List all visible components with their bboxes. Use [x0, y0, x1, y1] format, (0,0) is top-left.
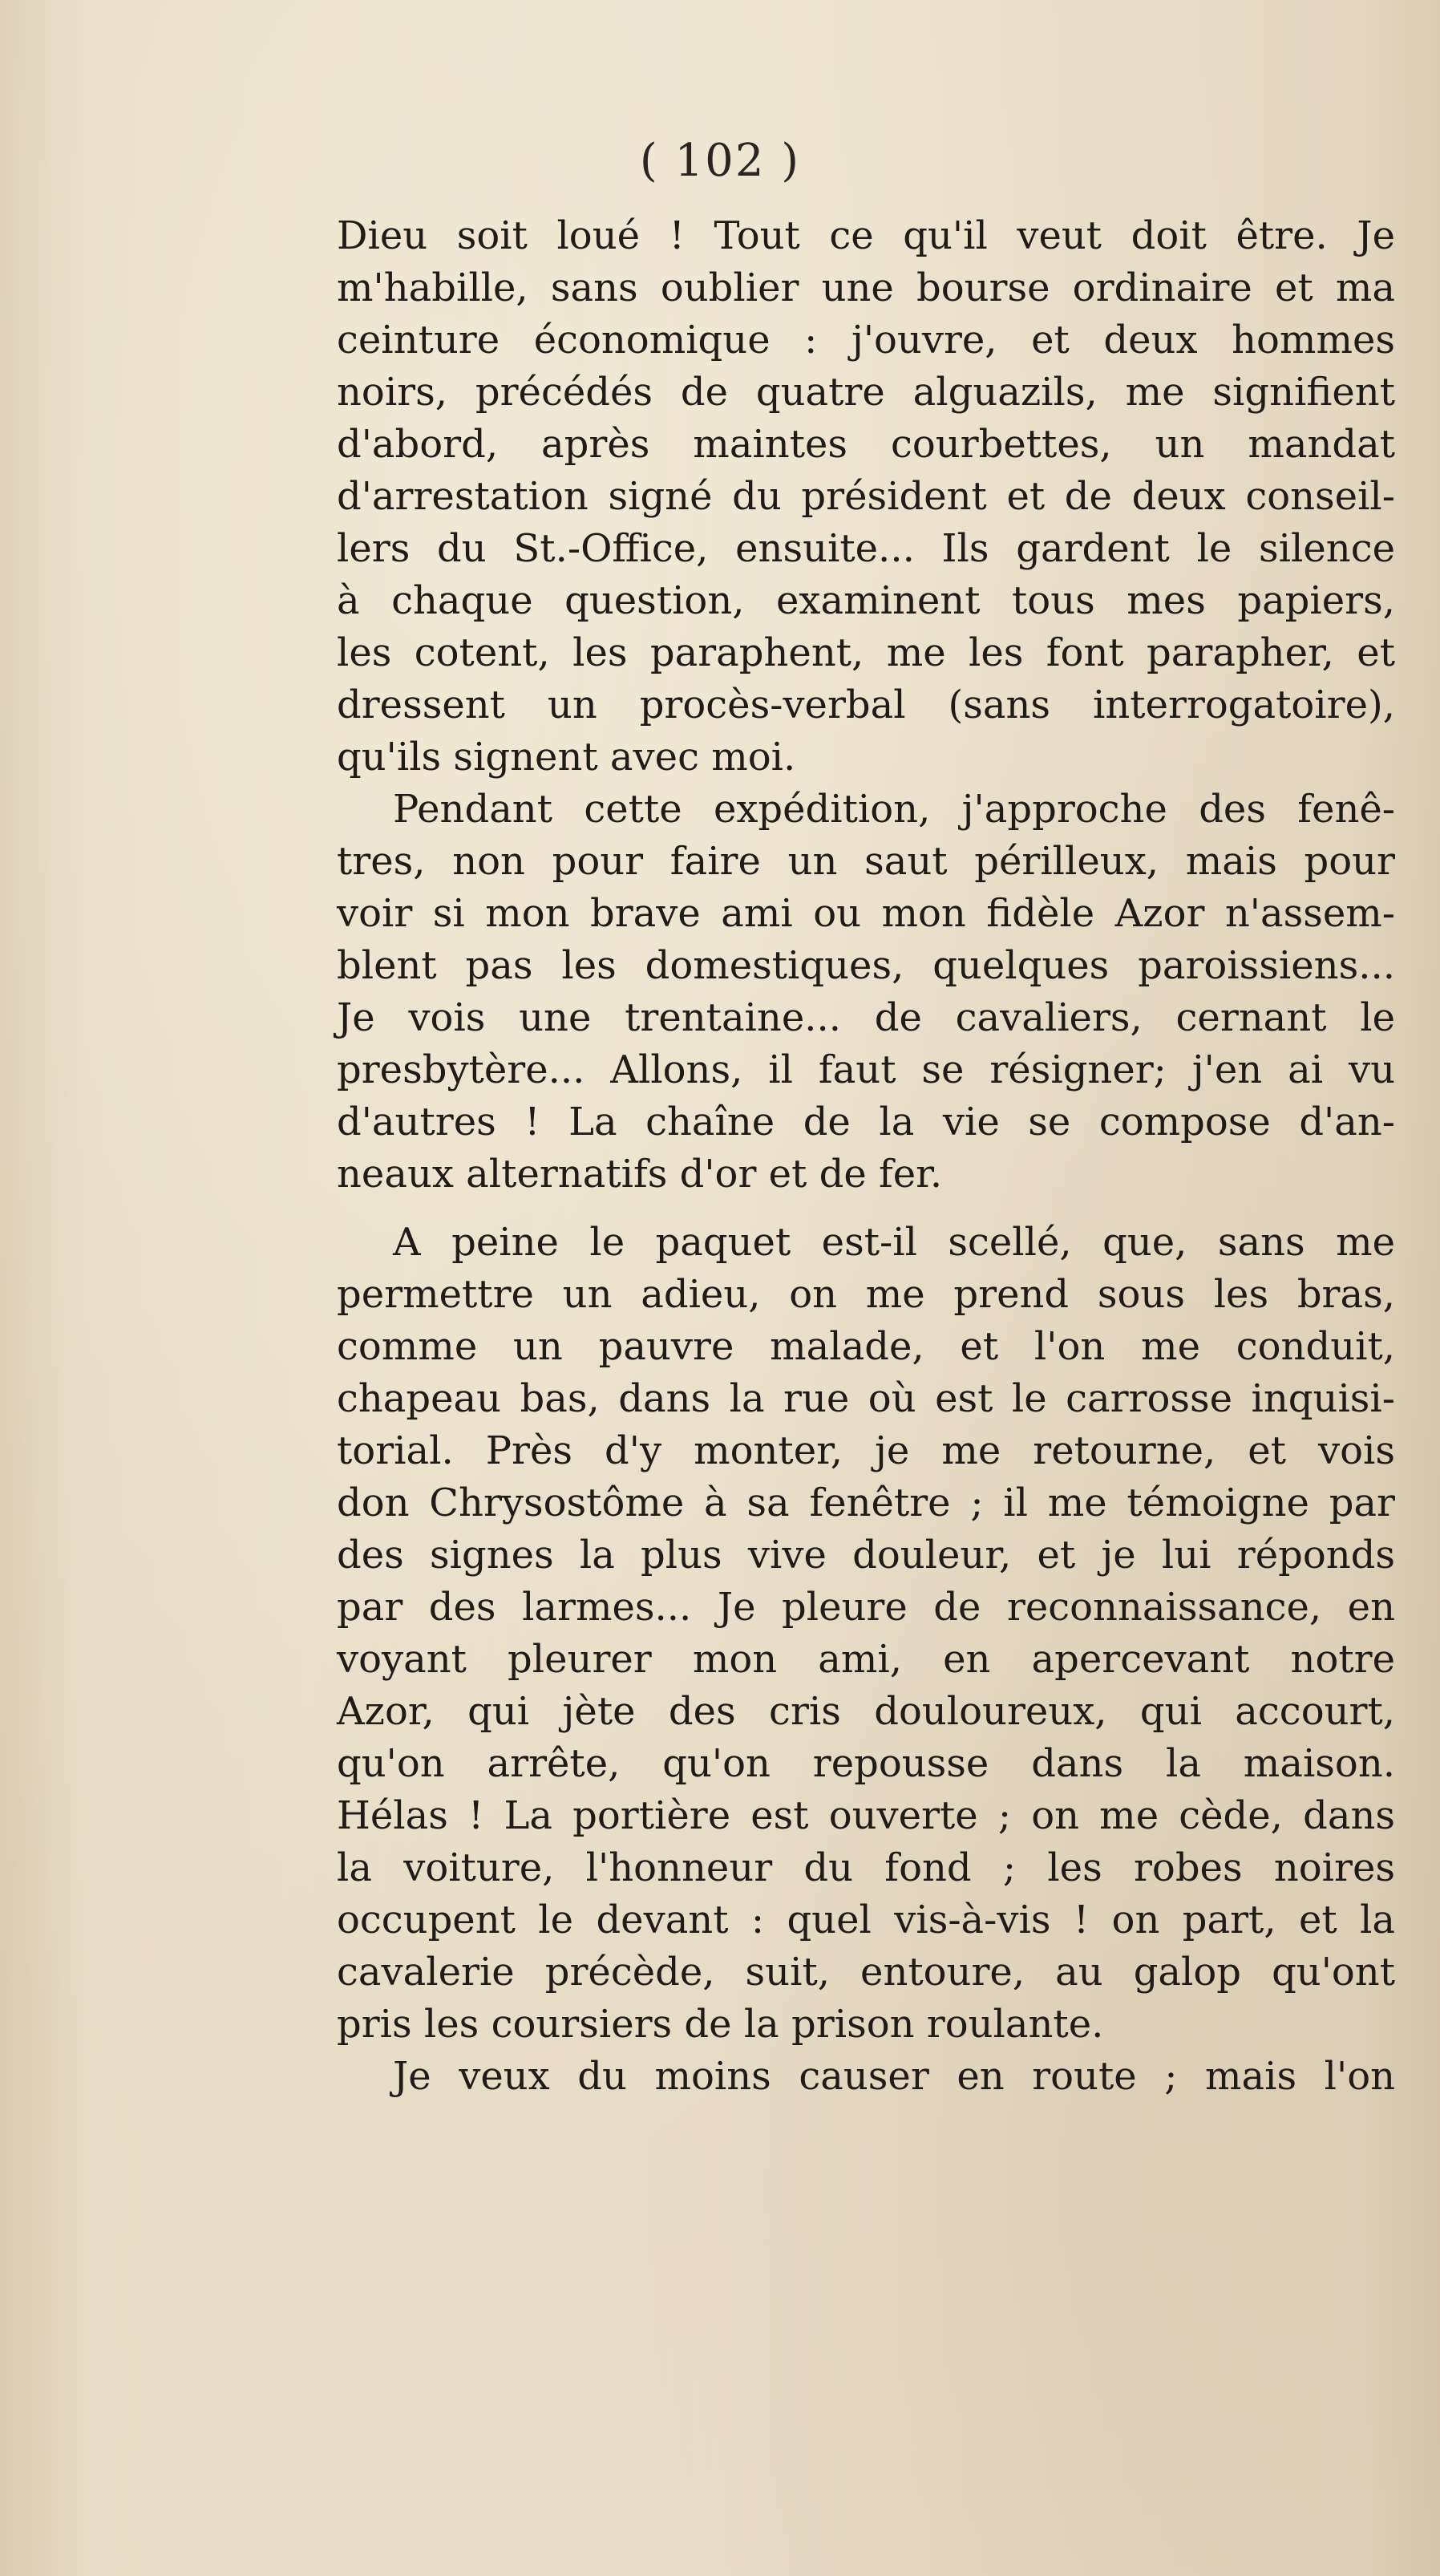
text-line: d'autres ! La chaîne de la vie se compose d'an- [337, 1100, 1395, 1144]
text-line: noirs, précédés de quatre alguazils, me signifient [337, 370, 1395, 415]
text-line: les cotent, les paraphent, me les font parapher, et [337, 630, 1395, 675]
text-line: d'abord, après maintes courbettes, un mandat [337, 422, 1395, 467]
text-line: torial. Près d'y monter, je me retourne, et vois [337, 1428, 1395, 1473]
text-line: A peine le paquet est-il scellé, que, sans me [393, 1220, 1395, 1265]
text-line: presbytère... Allons, il faut se résigner; j'en ai vu [337, 1047, 1395, 1092]
paragraph-3 [337, 1217, 1395, 2051]
text-line: par des larmes... Je pleure de reconnaissance, en [337, 1585, 1395, 1630]
text-line: pris les coursiers de la prison roulante. [337, 2002, 1104, 2047]
text-line: blent pas les domestiques, quelques paroissiens... [337, 943, 1395, 988]
paragraph-4 [337, 2051, 1395, 2103]
text-line: qu'ils signent avec moi. [337, 735, 796, 780]
text-line: tres, non pour faire un saut périlleux, mais pour [337, 839, 1395, 884]
text-line: d'arrestation signé du président et de deux conseil- [337, 474, 1395, 519]
text-line: permettre un adieu, on me prend sous les bras, [337, 1272, 1395, 1317]
text-line: chapeau bas, dans la rue où est le carrosse inquisi- [337, 1376, 1395, 1421]
text-line: voir si mon brave ami ou mon fidèle Azor n'assem- [337, 891, 1395, 936]
text-line: lers du St.-Office, ensuite... Ils gardent le silence [337, 526, 1395, 571]
text-line: Dieu soit loué ! Tout ce qu'il veut doit être. Je [337, 213, 1395, 258]
body-text [337, 210, 1395, 2103]
text-line: comme un pauvre malade, et l'on me conduit, [337, 1324, 1395, 1369]
text-line: occupent le devant : quel vis-à-vis ! on part, et la [337, 1898, 1395, 1942]
paragraph-2 [337, 784, 1395, 1201]
text-line: dressent un procès-verbal (sans interrogatoire), [337, 682, 1395, 727]
text-line: à chaque question, examinent tous mes papiers, [337, 578, 1395, 623]
text-line: cavalerie précède, suit, entoure, au galop qu'ont [337, 1950, 1395, 1995]
text-line: qu'on arrête, qu'on repousse dans la maison. [337, 1741, 1395, 1786]
text-line: voyant pleurer mon ami, en apercevant notre [337, 1637, 1395, 1682]
text-line: ceinture économique : j'ouvre, et deux hommes [337, 318, 1395, 363]
text-line: neaux alternatifs d'or et de fer. [337, 1152, 943, 1197]
page-number: ( 102 ) [639, 135, 801, 187]
text-line: Je vois une trentaine... de cavaliers, cernant le [337, 995, 1395, 1040]
text-line: m'habille, sans oublier une bourse ordinaire et ma [337, 265, 1395, 310]
text-line: don Chrysostôme à sa fenêtre ; il me témoigne par [337, 1480, 1395, 1525]
text-line: Azor, qui jète des cris douloureux, qui accourt, [337, 1689, 1395, 1734]
text-line: Hélas ! La portière est ouverte ; on me cède, dans [337, 1793, 1395, 1838]
text-line: la voiture, l'honneur du fond ; les robes noires [337, 1845, 1395, 1890]
paragraph-1 [337, 210, 1395, 784]
text-line: Je veux du moins causer en route ; mais l'on [393, 2054, 1395, 2099]
text-line: des signes la plus vive douleur, et je lui réponds [337, 1533, 1395, 1578]
text-line: Pendant cette expédition, j'approche des fenê- [393, 787, 1395, 832]
paragraph-gap [337, 1201, 1395, 1217]
